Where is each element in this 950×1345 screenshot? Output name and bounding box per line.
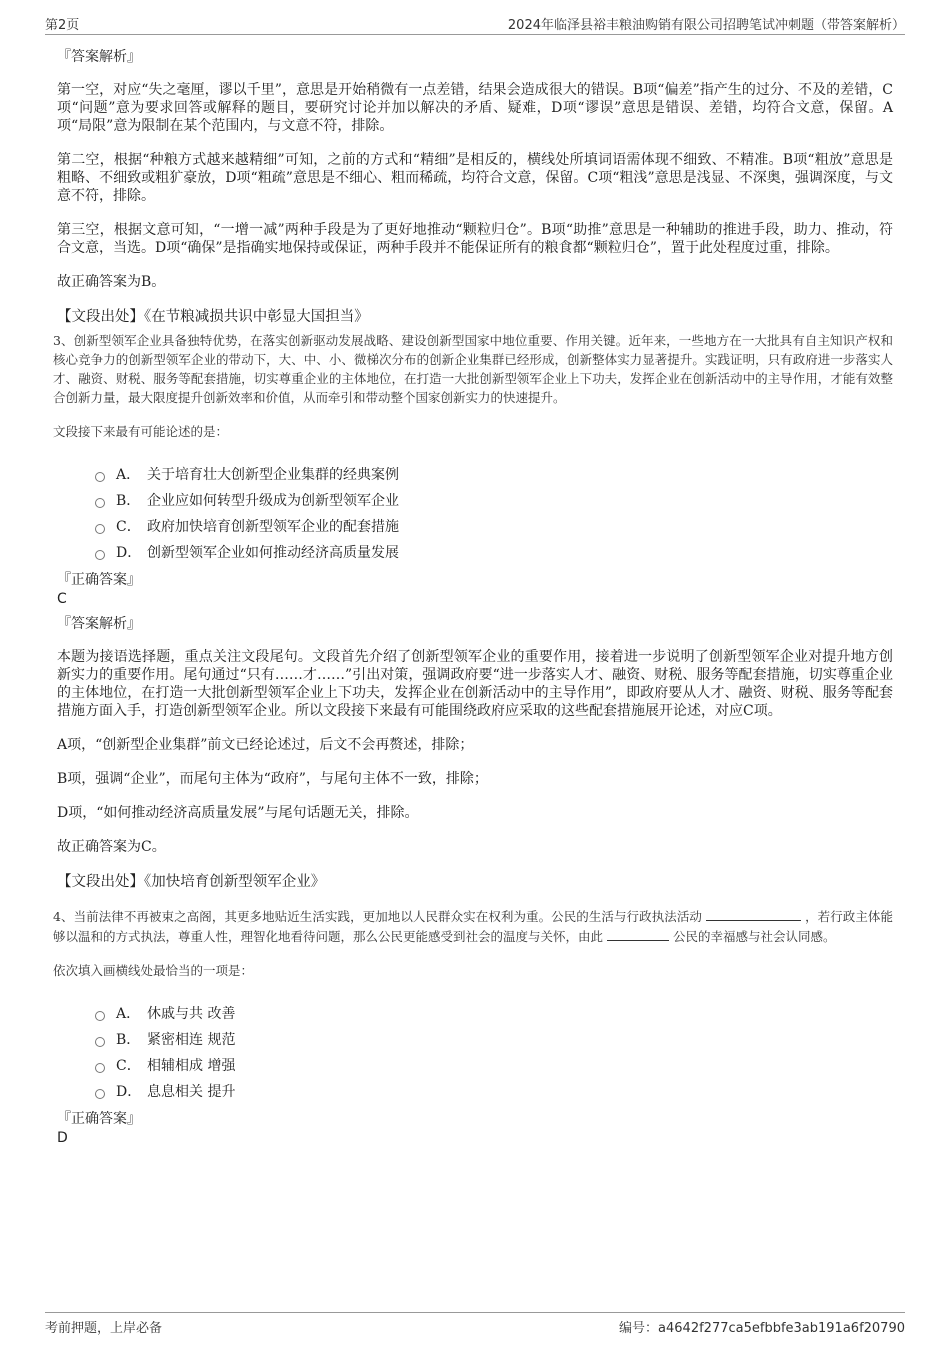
option-text: 相辅相成 增强 <box>147 1058 236 1074</box>
option-key: A． <box>116 1006 141 1022</box>
fill-blank-2 <box>607 926 669 941</box>
q4-answer-heading: 『正确答案』 <box>57 1111 141 1127</box>
option-text: 创新型领军企业如何推动经济高质量发展 <box>147 545 399 561</box>
document-title: 2024年临泽县裕丰粮油购销有限公司招聘笔试冲刺题（带答案解析） <box>507 18 905 33</box>
q3-analysis-para-1: 本题为接语选择题，重点关注文段尾句。文段首先介绍了创新型领军企业的重要作用，接着进一步说明了创新型领军企业对提升地方创新实力的重要作用。尾句通过“只有……才……”引出对策，强调政府要“进一步落实人才、融资、财税、服务等配套措施，切实尊重企业的主体地位，在打造一大批创新型领军企业上下功夫，发挥企业在创新活动中的主导作用”，即政府要从人才、融资、财税、服务等配套措施方面入手，打造创新型领军企业。所以文段接下来最有可能围绕政府应采取的这些配套措施展开论述，对应C项。 <box>57 649 893 719</box>
footer-slogan: 考前押题，上岸必备 <box>45 1321 163 1336</box>
option-text: 政府加快培育创新型领军企业的配套措施 <box>147 519 399 535</box>
option-key: A． <box>116 467 141 483</box>
q4-option-b[interactable] <box>95 1027 893 1053</box>
q4-prompt: 依次填入画横线处最恰当的一项是： <box>53 963 254 978</box>
radio-icon[interactable] <box>95 498 105 508</box>
q2-analysis-heading: 『答案解析』 <box>57 49 141 65</box>
page-number: 第2页 <box>45 18 80 33</box>
q3-options <box>95 462 893 566</box>
document-code: 编号：a4642f277ca5efbbfe3ab191a6f20790 <box>619 1321 905 1336</box>
option-key: D． <box>116 1084 142 1100</box>
radio-icon[interactable] <box>95 524 105 534</box>
q2-conclusion: 故正确答案为B。 <box>57 274 166 290</box>
q2-analysis-para-2: 第二空，根据“种粮方式越来越精细”可知，之前的方式和“精细”是相反的，横线处所填词语需体现不细致、不精准。B项“粗放”意思是粗略、不细致或粗犷豪放，D项“粗疏”意思是不细心、粗而稀疏，均符合文意，保留。C项“粗浅”意思是浅显、不深奥，强调深度，与文意不符，排除。 <box>57 152 893 204</box>
q3-prompt: 文段接下来最有可能论述的是： <box>53 424 229 439</box>
option-key: C． <box>116 519 141 535</box>
q3-conclusion: 故正确答案为C。 <box>57 839 166 855</box>
q4-question-part-1: 4、当前法律不再被束之高阁，其更多地贴近生活实践，更加地以人民群众实在权利为重。公民的生活与行政执法活动 <box>53 909 702 924</box>
radio-icon[interactable] <box>95 1011 105 1021</box>
q3-analysis-para-2: A项，“创新型企业集群”前文已经论述过，后文不会再赘述，排除； <box>57 737 474 753</box>
page-header <box>45 14 905 35</box>
option-text: 企业应如何转型升级成为创新型领军企业 <box>147 493 399 509</box>
q3-question: 3、创新型领军企业具备独特优势，在落实创新驱动发展战略、建设创新型国家中地位重要、作用关键。近年来，一些地方在一大批具有自主知识产权和核心竞争力的创新型领军企业的带动下，大、中、小、微梯次分布的创新企业集群已经形成，创新整体实力显著提升。实践证明，只有政府进一步落实人才、融资、财税、服务等配套措施，切实尊重企业的主体地位，在打造一大批创新型领军企业上下功夫，发挥企业在创新活动中的主导作用，才能有效整合创新力量，最大限度提升创新效率和价值，从而牵引和带动整个国家创新实力的快速提升。 <box>53 333 893 405</box>
option-text: 紧密相连 规范 <box>147 1032 236 1048</box>
radio-icon[interactable] <box>95 1037 105 1047</box>
radio-icon[interactable] <box>95 1089 105 1099</box>
q3-answer: C <box>57 591 67 607</box>
option-text: 休戚与共 改善 <box>147 1006 236 1022</box>
radio-icon[interactable] <box>95 472 105 482</box>
q4-options <box>95 1001 893 1105</box>
option-key: B． <box>116 493 141 509</box>
q4-answer: D <box>57 1130 68 1146</box>
q3-analysis-heading: 『答案解析』 <box>57 616 141 632</box>
option-text: 息息相关 提升 <box>147 1084 236 1100</box>
q3-answer-heading: 『正确答案』 <box>57 572 141 588</box>
option-key: D． <box>116 545 142 561</box>
q2-analysis-para-3: 第三空，根据文意可知，“一增一减”两种手段是为了更好地推动“颗粒归仓”。B项“助推”意思是一种辅助的推进手段，助力、推动，符合文意，当选。D项“确保”是指确实地保持或保证，两种手段并不能保证所有的粮食都“颗粒归仓”，置于此处程度过重，排除。 <box>57 222 893 256</box>
fill-blank-1 <box>706 906 801 921</box>
q4-question-part-3: 公民的幸福感与社会认同感。 <box>672 929 836 944</box>
option-key: C． <box>116 1058 141 1074</box>
q3-analysis-para-3: B项，强调“企业”，而尾句主体为“政府”，与尾句主体不一致，排除； <box>57 771 488 787</box>
radio-icon[interactable] <box>95 1063 105 1073</box>
q3-option-d[interactable] <box>95 540 893 566</box>
option-text: 关于培育壮大创新型企业集群的经典案例 <box>147 467 399 483</box>
page-footer <box>45 1312 905 1337</box>
q3-option-b[interactable] <box>95 488 893 514</box>
q3-option-a[interactable] <box>95 462 893 488</box>
q4-option-d[interactable] <box>95 1079 893 1105</box>
q4-option-c[interactable] <box>95 1053 893 1079</box>
q2-analysis-para-1: 第一空，对应“失之毫厘，谬以千里”，意思是开始稍微有一点差错，结果会造成很大的错误。B项“偏差”指产生的过分、不及的差错，C项“问题”意为要求回答或解释的题目，要研究讨论并加以解决的矛盾、疑难，D项“谬误”意思是错误、差错，均符合文意，保留。A项“局限”意为限制在某个范围内，与文意不符，排除。 <box>57 82 893 134</box>
page-content <box>53 47 893 1153</box>
option-key: B． <box>116 1032 141 1048</box>
q4-question <box>53 906 893 946</box>
q3-option-c[interactable] <box>95 514 893 540</box>
q2-source: 【文段出处】《在节粮减损共识中彰显大国担当》 <box>57 309 369 325</box>
q4-question-part-2: ，若行政主体能够以温和的方式执法，尊重人性，理智化地看待问题，那么公民更能感受到社会的温度与关怀，由此 <box>53 909 893 944</box>
q3-source: 【文段出处】《加快培育创新型领军企业》 <box>57 874 326 890</box>
radio-icon[interactable] <box>95 550 105 560</box>
q3-analysis-para-4: D项，“如何推动经济高质量发展”与尾句话题无关，排除。 <box>57 805 419 821</box>
q4-option-a[interactable] <box>95 1001 893 1027</box>
